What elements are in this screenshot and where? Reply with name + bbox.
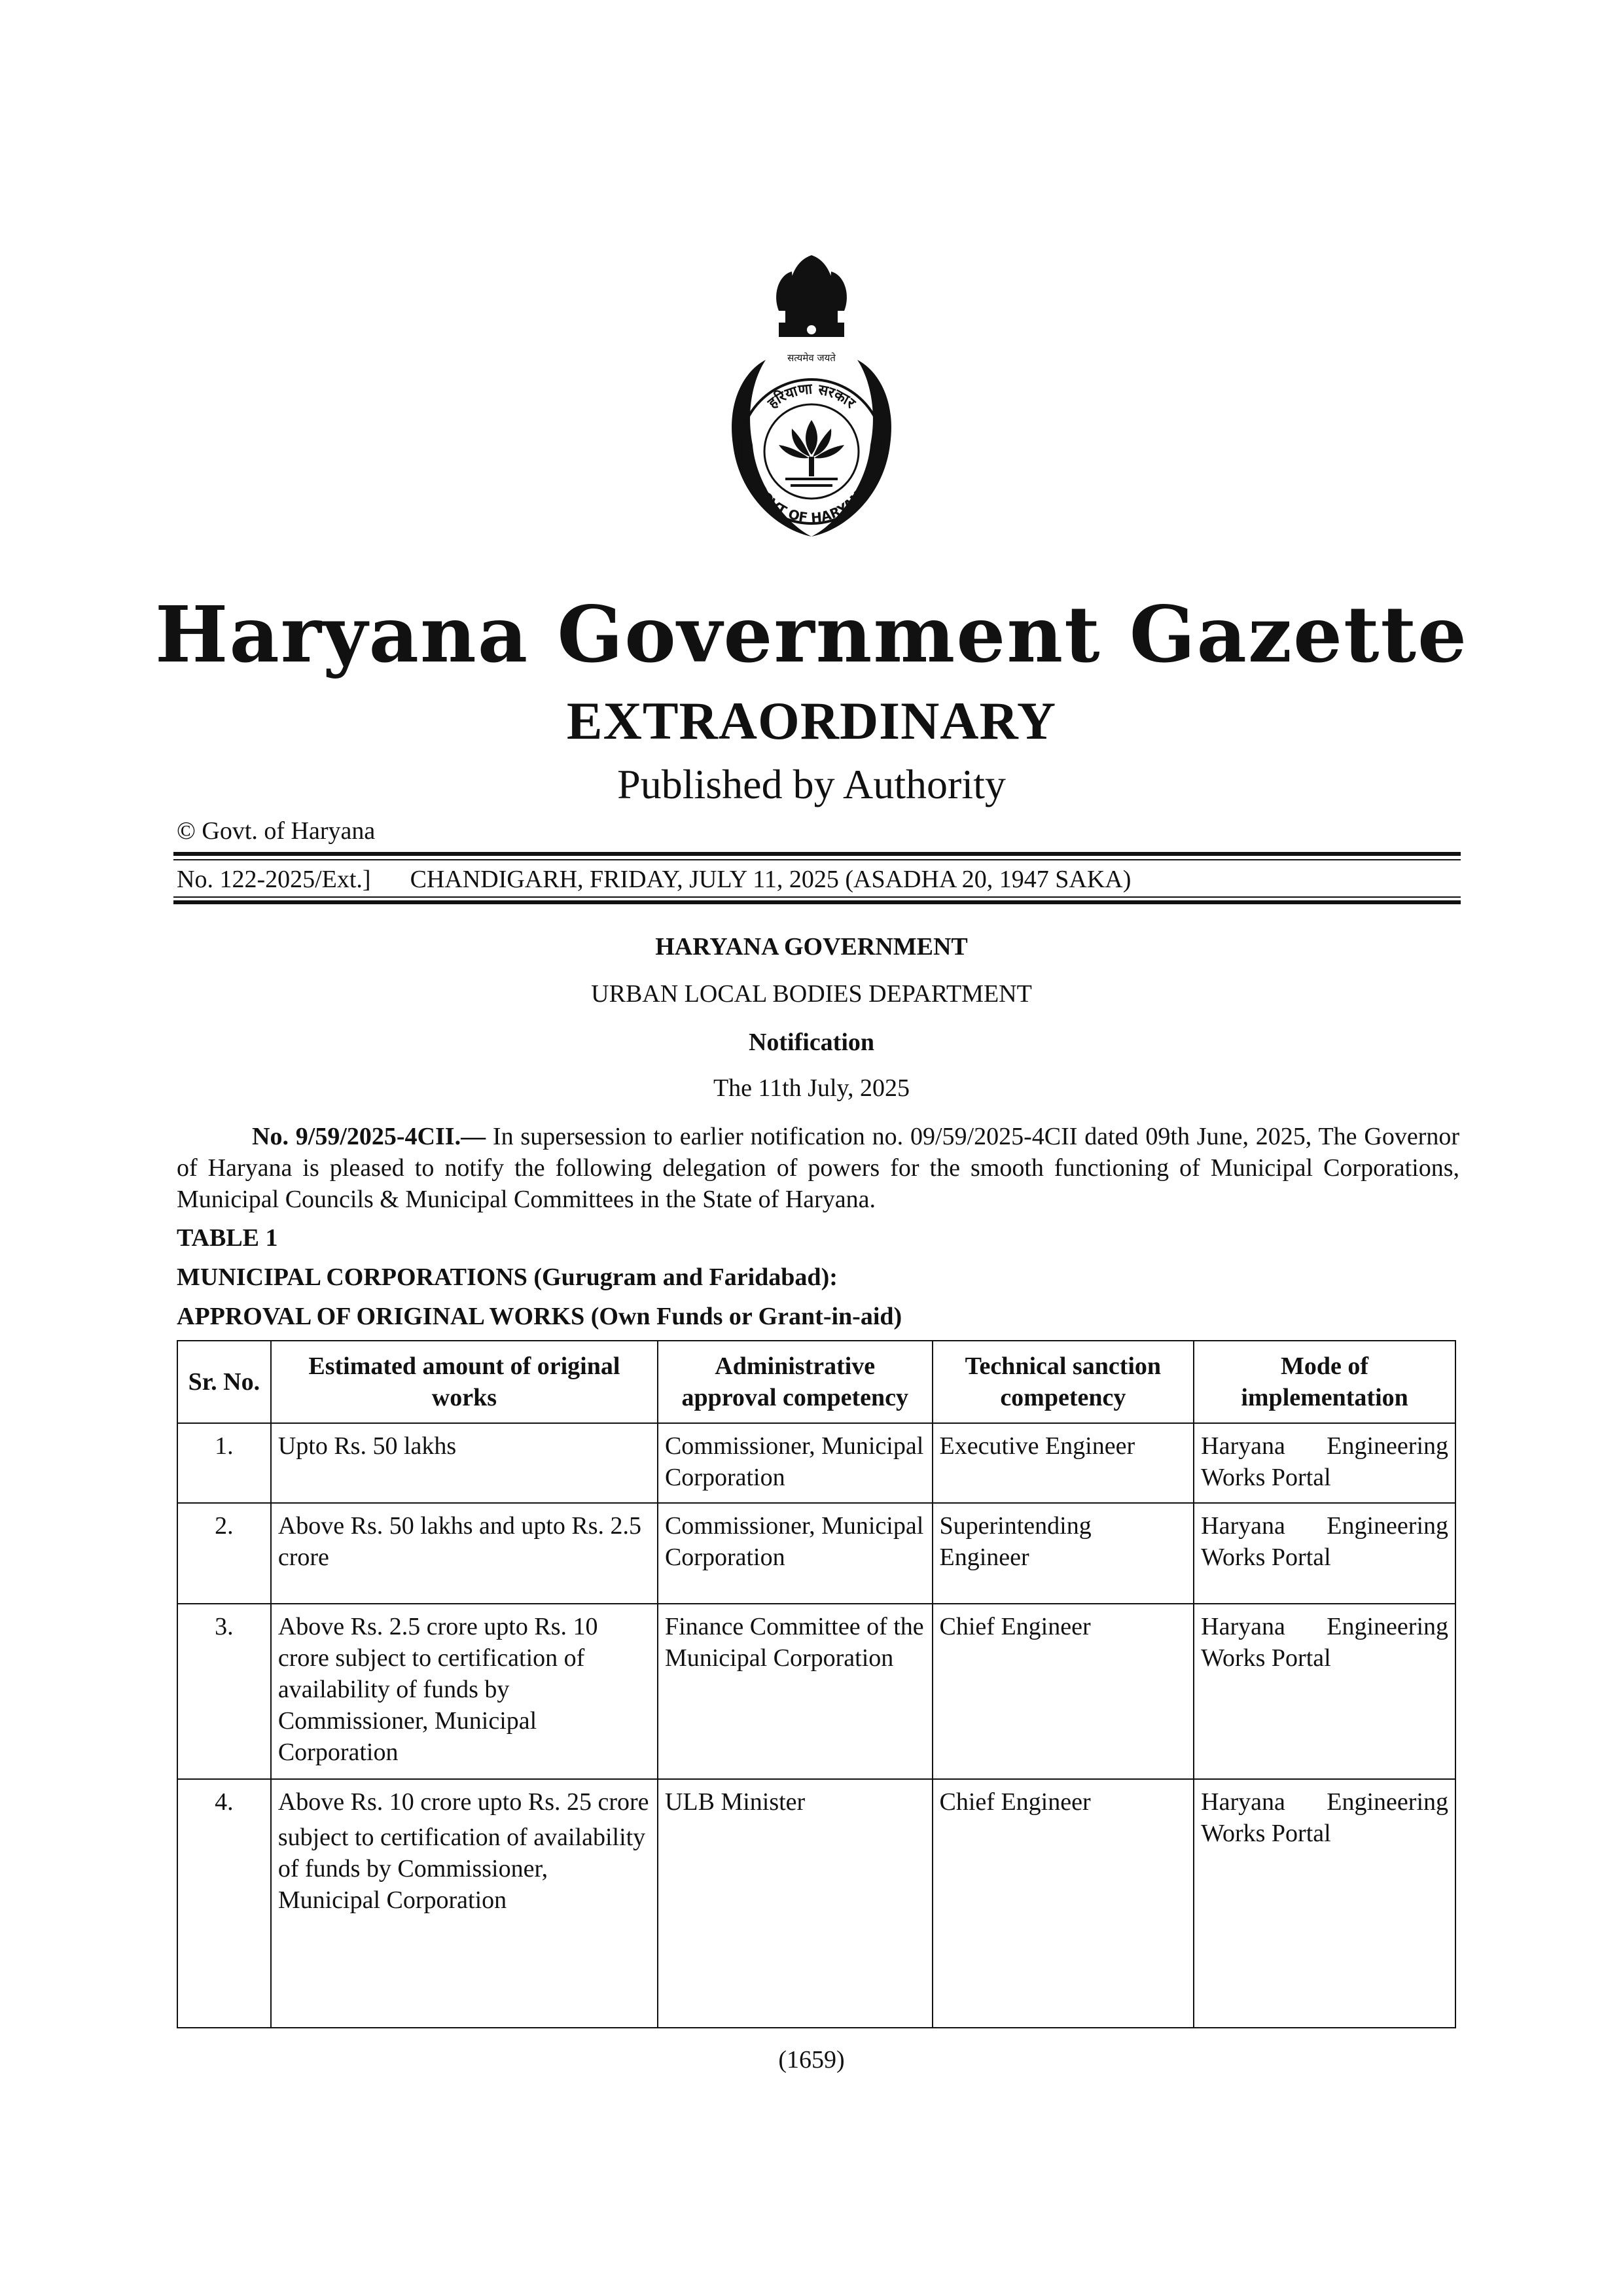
cell-sr: 1. <box>177 1423 271 1503</box>
published-by: Published by Authority <box>617 761 1006 807</box>
cell-technical: Superintending Engineer <box>933 1503 1194 1604</box>
cell-amount: Upto Rs. 50 lakhs <box>271 1423 658 1503</box>
mode-rest: Works Portal <box>1201 1544 1331 1571</box>
copyright-notice: © Govt. of Haryana <box>177 817 376 845</box>
mode-word: Haryana <box>1201 1512 1285 1540</box>
haryana-emblem <box>687 249 936 576</box>
cell-mode <box>1194 1604 1455 1779</box>
emblem-ring-english: GOVT OF HARYANA <box>751 481 872 526</box>
delegation-table <box>177 1340 1456 2028</box>
notification-body: In supersession to earlier notification no. 09/59/2025-4CII dated 09th June, 2025, The Governor of Haryana is pleased to notify the following delegation of powers for the smooth functioning of Municipal Corporations, Municipal Councils & Municipal Committees in the State of Haryana. <box>177 1123 1459 1213</box>
svg-text:हरियाणा सरकार <box>764 381 859 412</box>
cell-admin: ULB Minister <box>658 1779 933 2028</box>
table-label: TABLE 1 <box>177 1224 278 1252</box>
cell-mode <box>1194 1503 1455 1604</box>
table-row <box>177 1503 1455 1604</box>
mode-word: Haryana <box>1201 1613 1285 1640</box>
mode-word: Engineering <box>1327 1613 1448 1640</box>
issue-place-date: CHANDIGARH, FRIDAY, JULY 11, 2025 (ASADHA 20, 1947 SAKA) <box>410 866 1132 893</box>
cell-amount <box>271 1779 658 2028</box>
cell-admin: Commissioner, Municipal Corporation <box>658 1423 933 1503</box>
notification-date: The 11th July, 2025 <box>713 1074 910 1102</box>
col-header-technical: Technical sanction competency <box>933 1341 1194 1423</box>
cell-sr: 4. <box>177 1779 271 2028</box>
cell-amount: Above Rs. 2.5 crore upto Rs. 10 crore subject to certification of availability of funds by Commissioner, Municipal Corporation <box>271 1604 658 1779</box>
notification-number: No. 9/59/2025-4CII.— <box>252 1123 486 1150</box>
mode-word: Engineering <box>1327 1512 1448 1540</box>
masthead-rule-top-thin <box>173 859 1461 860</box>
mode-rest: Works Portal <box>1201 1644 1331 1672</box>
mode-rest: Works Portal <box>1201 1820 1331 1847</box>
table-header-row <box>177 1341 1455 1423</box>
notification-paragraph <box>177 1121 1459 1215</box>
col-header-amount: Estimated amount of original works <box>271 1341 658 1423</box>
svg-text:GOVT OF HARYANA <box>752 481 872 525</box>
emblem-ring-hindi: हरियाणा सरकार <box>764 381 859 412</box>
notification-heading: Notification <box>748 1029 875 1056</box>
government-heading: HARYANA GOVERNMENT <box>655 933 968 961</box>
col-header-admin: Administrative approval competency <box>658 1341 933 1423</box>
amount-condition: subject to certification of availability of funds by Commissioner, Municipal Corporation <box>277 1824 646 1914</box>
table-row <box>177 1423 1455 1503</box>
masthead-rule-top <box>173 852 1461 856</box>
lotus-sun-icon <box>779 420 844 487</box>
mode-rest: Works Portal <box>1201 1464 1331 1491</box>
emblem-motto: सत्यमेव जयते <box>787 352 836 364</box>
lion-capital-icon <box>776 255 847 337</box>
table-heading-2: APPROVAL OF ORIGINAL WORKS (Own Funds or Grant-in-aid) <box>177 1303 902 1330</box>
col-header-sr: Sr. No. <box>177 1341 271 1423</box>
issue-line <box>177 865 1131 894</box>
cell-amount: Above Rs. 50 lakhs and upto Rs. 2.5 crore <box>271 1503 658 1604</box>
table-row <box>177 1779 1455 2028</box>
gazette-title: Haryana Government Gazette <box>154 589 1469 680</box>
masthead-rule-bottom <box>173 900 1461 904</box>
col-header-mode: Mode of implementation <box>1194 1341 1455 1423</box>
mode-word: Haryana <box>1201 1788 1285 1816</box>
table-heading-1: MUNICIPAL CORPORATIONS (Gurugram and Faridabad): <box>177 1263 838 1291</box>
cell-sr: 3. <box>177 1604 271 1779</box>
page-number: (1659) <box>778 2046 845 2074</box>
cell-technical: Executive Engineer <box>933 1423 1194 1503</box>
cell-admin: Finance Committee of the Municipal Corporation <box>658 1604 933 1779</box>
amount-text: Above Rs. 10 crore upto Rs. 25 crore <box>277 1788 649 1816</box>
mode-word: Engineering <box>1327 1432 1448 1460</box>
cell-technical: Chief Engineer <box>933 1604 1194 1779</box>
department-heading: URBAN LOCAL BODIES DEPARTMENT <box>591 980 1032 1008</box>
cell-sr: 2. <box>177 1503 271 1604</box>
mode-word: Haryana <box>1201 1432 1285 1460</box>
cell-mode <box>1194 1423 1455 1503</box>
issue-number: No. 122-2025/Ext.] <box>177 866 371 893</box>
table-row <box>177 1604 1455 1779</box>
cell-admin: Commissioner, Municipal Corporation <box>658 1503 933 1604</box>
edition-label: EXTRAORDINARY <box>566 691 1057 751</box>
masthead-rule-bottom-thin <box>173 896 1461 898</box>
cell-technical: Chief Engineer <box>933 1779 1194 2028</box>
mode-word: Engineering <box>1327 1788 1448 1816</box>
cell-mode <box>1194 1779 1455 2028</box>
